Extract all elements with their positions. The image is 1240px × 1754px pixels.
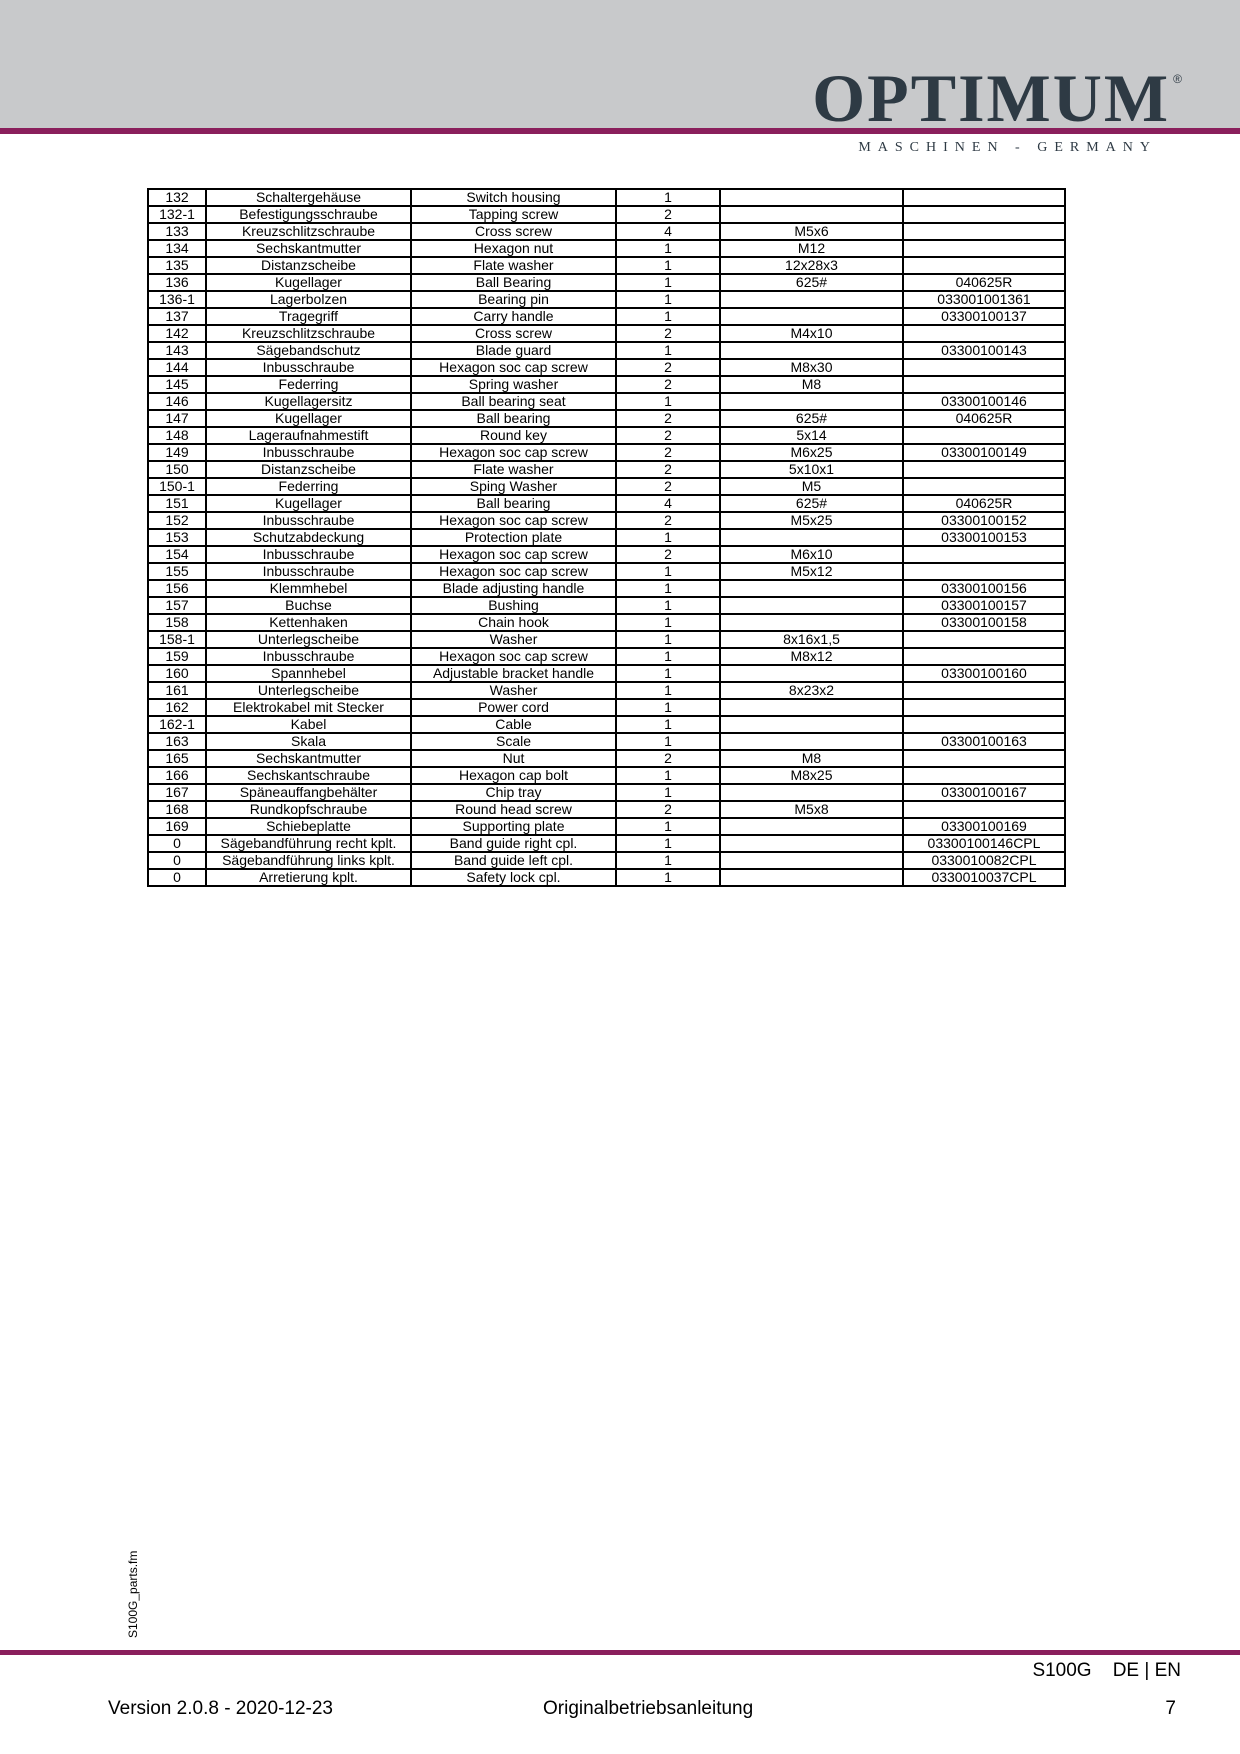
cell-part-name-de: Kreuzschlitzschraube: [206, 223, 411, 240]
cell-size: [720, 614, 903, 631]
cell-size: [720, 291, 903, 308]
table-row: [148, 665, 1065, 682]
cell-size: 625#: [720, 410, 903, 427]
cell-part-number: 155: [148, 563, 206, 580]
cell-item-number: 03300100152: [903, 512, 1065, 529]
cell-size: [720, 529, 903, 546]
cell-size: M8: [720, 376, 903, 393]
cell-size: [720, 716, 903, 733]
table-row: [148, 614, 1065, 631]
cell-item-number: 03300100160: [903, 665, 1065, 682]
cell-quantity: 1: [616, 342, 720, 359]
cell-part-number: 133: [148, 223, 206, 240]
cell-item-number: [903, 699, 1065, 716]
cell-part-name-en: Cross screw: [411, 325, 616, 342]
cell-part-name-en: Bushing: [411, 597, 616, 614]
cell-part-number: 165: [148, 750, 206, 767]
table-row: [148, 597, 1065, 614]
cell-item-number: 03300100153: [903, 529, 1065, 546]
cell-item-number: [903, 631, 1065, 648]
cell-quantity: 1: [616, 631, 720, 648]
cell-item-number: [903, 563, 1065, 580]
cell-item-number: [903, 716, 1065, 733]
cell-quantity: 2: [616, 546, 720, 563]
cell-part-name-de: Rundkopfschraube: [206, 801, 411, 818]
cell-part-number: 169: [148, 818, 206, 835]
cell-part-number: 0: [148, 869, 206, 886]
cell-part-name-de: Kreuzschlitzschraube: [206, 325, 411, 342]
cell-part-number: 167: [148, 784, 206, 801]
cell-part-name-en: Chip tray: [411, 784, 616, 801]
cell-part-number: 154: [148, 546, 206, 563]
cell-part-name-de: Kettenhaken: [206, 614, 411, 631]
cell-part-name-de: Buchse: [206, 597, 411, 614]
page-number: 7: [1165, 1698, 1176, 1719]
cell-quantity: 1: [616, 784, 720, 801]
cell-part-number: 162-1: [148, 716, 206, 733]
cell-item-number: 040625R: [903, 495, 1065, 512]
footer-document-type: Originalbetriebsanleitung: [543, 1698, 754, 1719]
cell-part-number: 163: [148, 733, 206, 750]
cell-part-name-de: Lageraufnahmestift: [206, 427, 411, 444]
cell-part-name-en: Band guide right cpl.: [411, 835, 616, 852]
cell-part-name-de: Schaltergehäuse: [206, 189, 411, 206]
cell-part-name-en: Ball bearing seat: [411, 393, 616, 410]
cell-quantity: 1: [616, 648, 720, 665]
cell-item-number: [903, 427, 1065, 444]
cell-item-number: [903, 546, 1065, 563]
cell-part-name-de: Inbusschraube: [206, 512, 411, 529]
cell-item-number: [903, 223, 1065, 240]
cell-item-number: [903, 648, 1065, 665]
cell-size: [720, 665, 903, 682]
table-row: [148, 682, 1065, 699]
cell-part-name-de: Unterlegscheibe: [206, 682, 411, 699]
cell-part-name-en: Washer: [411, 682, 616, 699]
cell-size: [720, 835, 903, 852]
table-row: [148, 223, 1065, 240]
cell-part-number: 134: [148, 240, 206, 257]
cell-size: M8x30: [720, 359, 903, 376]
cell-size: M5x6: [720, 223, 903, 240]
table-row: [148, 342, 1065, 359]
cell-part-number: 157: [148, 597, 206, 614]
cell-quantity: 2: [616, 359, 720, 376]
table-row: [148, 733, 1065, 750]
cell-part-number: 132-1: [148, 206, 206, 223]
cell-size: M6x10: [720, 546, 903, 563]
cell-part-name-en: Cross screw: [411, 223, 616, 240]
table-row: [148, 359, 1065, 376]
table-row: [148, 580, 1065, 597]
cell-quantity: 1: [616, 665, 720, 682]
cell-part-number: 151: [148, 495, 206, 512]
cell-part-name-en: Safety lock cpl.: [411, 869, 616, 886]
cell-part-name-en: Hexagon soc cap screw: [411, 512, 616, 529]
cell-part-name-de: Inbusschraube: [206, 648, 411, 665]
cell-item-number: [903, 750, 1065, 767]
cell-part-name-en: Ball Bearing: [411, 274, 616, 291]
cell-part-name-en: Cable: [411, 716, 616, 733]
cell-quantity: 2: [616, 478, 720, 495]
cell-part-name-de: Inbusschraube: [206, 563, 411, 580]
cell-item-number: [903, 206, 1065, 223]
table-row: [148, 631, 1065, 648]
cell-item-number: [903, 325, 1065, 342]
cell-quantity: 1: [616, 580, 720, 597]
cell-part-name-en: Round key: [411, 427, 616, 444]
cell-quantity: 1: [616, 529, 720, 546]
cell-item-number: 03300100143: [903, 342, 1065, 359]
table-row: [148, 461, 1065, 478]
cell-size: 8x23x2: [720, 682, 903, 699]
table-row: [148, 376, 1065, 393]
cell-part-name-de: Kugellager: [206, 495, 411, 512]
cell-quantity: 4: [616, 495, 720, 512]
cell-part-name-en: Ball bearing: [411, 410, 616, 427]
cell-size: M6x25: [720, 444, 903, 461]
cell-size: M5x25: [720, 512, 903, 529]
cell-part-name-de: Elektrokabel mit Stecker: [206, 699, 411, 716]
cell-part-number: 0: [148, 835, 206, 852]
cell-part-number: 158-1: [148, 631, 206, 648]
cell-item-number: [903, 189, 1065, 206]
table-row: [148, 699, 1065, 716]
brand-logo: OPTIMUM: [812, 60, 1170, 136]
table-row: [148, 410, 1065, 427]
cell-part-name-de: Sechskantschraube: [206, 767, 411, 784]
cell-part-name-en: Power cord: [411, 699, 616, 716]
cell-part-number: 144: [148, 359, 206, 376]
cell-part-name-de: Inbusschraube: [206, 444, 411, 461]
footer-version: Version 2.0.8 - 2020-12-23: [108, 1698, 333, 1719]
cell-part-number: 153: [148, 529, 206, 546]
cell-item-number: [903, 767, 1065, 784]
cell-size: M8: [720, 750, 903, 767]
cell-part-name-en: Adjustable bracket handle: [411, 665, 616, 682]
table-row: [148, 852, 1065, 869]
cell-size: [720, 852, 903, 869]
cell-quantity: 1: [616, 563, 720, 580]
cell-part-name-en: Hexagon soc cap screw: [411, 546, 616, 563]
cell-part-name-en: Chain hook: [411, 614, 616, 631]
cell-size: M12: [720, 240, 903, 257]
cell-part-name-de: Kugellagersitz: [206, 393, 411, 410]
cell-part-name-en: Nut: [411, 750, 616, 767]
cell-quantity: 1: [616, 614, 720, 631]
cell-item-number: 03300100149: [903, 444, 1065, 461]
cell-part-name-en: Bearing pin: [411, 291, 616, 308]
table-row: [148, 257, 1065, 274]
cell-part-number: 150: [148, 461, 206, 478]
cell-quantity: 1: [616, 852, 720, 869]
table-row: [148, 818, 1065, 835]
cell-size: [720, 699, 903, 716]
cell-part-name-de: Inbusschraube: [206, 359, 411, 376]
table-row: [148, 512, 1065, 529]
cell-size: 12x28x3: [720, 257, 903, 274]
cell-part-name-de: Sechskantmutter: [206, 750, 411, 767]
cell-size: M5x12: [720, 563, 903, 580]
cell-part-name-de: Lagerbolzen: [206, 291, 411, 308]
table-row: [148, 427, 1065, 444]
table-row: [148, 478, 1065, 495]
cell-size: [720, 189, 903, 206]
cell-part-number: 148: [148, 427, 206, 444]
cell-size: [720, 206, 903, 223]
cell-part-number: 145: [148, 376, 206, 393]
registered-mark: ®: [1173, 72, 1182, 86]
cell-part-name-en: Hexagon nut: [411, 240, 616, 257]
cell-part-number: 135: [148, 257, 206, 274]
cell-part-name-de: Kugellager: [206, 274, 411, 291]
cell-item-number: 03300100157: [903, 597, 1065, 614]
cell-part-number: 152: [148, 512, 206, 529]
cell-quantity: 1: [616, 393, 720, 410]
cell-part-name-en: Flate washer: [411, 461, 616, 478]
cell-part-name-de: Befestigungsschraube: [206, 206, 411, 223]
cell-part-name-en: Band guide left cpl.: [411, 852, 616, 869]
table-row: [148, 563, 1065, 580]
cell-part-name-en: Sping Washer: [411, 478, 616, 495]
cell-part-name-de: Arretierung kplt.: [206, 869, 411, 886]
cell-part-number: 162: [148, 699, 206, 716]
table-row: [148, 835, 1065, 852]
cell-part-name-en: Tapping screw: [411, 206, 616, 223]
cell-part-number: 132: [148, 189, 206, 206]
cell-item-number: 040625R: [903, 274, 1065, 291]
cell-size: [720, 818, 903, 835]
cell-part-number: 150-1: [148, 478, 206, 495]
cell-part-name-de: Schiebeplatte: [206, 818, 411, 835]
cell-item-number: 03300100169: [903, 818, 1065, 835]
cell-part-name-en: Hexagon soc cap screw: [411, 444, 616, 461]
table-row: [148, 274, 1065, 291]
cell-part-number: 0: [148, 852, 206, 869]
cell-part-number: 160: [148, 665, 206, 682]
cell-quantity: 2: [616, 750, 720, 767]
cell-quantity: 1: [616, 869, 720, 886]
cell-item-number: [903, 257, 1065, 274]
cell-size: [720, 580, 903, 597]
cell-part-name-de: Sägebandführung recht kplt.: [206, 835, 411, 852]
cell-part-number: 143: [148, 342, 206, 359]
cell-quantity: 1: [616, 716, 720, 733]
cell-quantity: 1: [616, 240, 720, 257]
cell-size: [720, 597, 903, 614]
cell-part-name-en: Ball bearing: [411, 495, 616, 512]
cell-item-number: 03300100167: [903, 784, 1065, 801]
cell-quantity: 1: [616, 291, 720, 308]
table-row: [148, 767, 1065, 784]
cell-part-name-de: Federring: [206, 478, 411, 495]
cell-part-name-en: Carry handle: [411, 308, 616, 325]
cell-size: [720, 393, 903, 410]
cell-size: 625#: [720, 495, 903, 512]
cell-quantity: 2: [616, 461, 720, 478]
cell-quantity: 1: [616, 189, 720, 206]
cell-quantity: 1: [616, 733, 720, 750]
parts-table: [147, 188, 1066, 887]
brand-subtitle: MASCHINEN - GERMANY: [858, 140, 1157, 155]
cell-part-name-de: Skala: [206, 733, 411, 750]
cell-quantity: 1: [616, 835, 720, 852]
cell-part-name-de: Distanzscheibe: [206, 461, 411, 478]
cell-part-number: 137: [148, 308, 206, 325]
cell-size: [720, 342, 903, 359]
cell-item-number: 0330010082CPL: [903, 852, 1065, 869]
cell-part-name-de: Unterlegscheibe: [206, 631, 411, 648]
cell-part-name-en: Flate washer: [411, 257, 616, 274]
cell-part-name-de: Sechskantmutter: [206, 240, 411, 257]
cell-size: 625#: [720, 274, 903, 291]
cell-item-number: 03300100158: [903, 614, 1065, 631]
cell-item-number: 03300100156: [903, 580, 1065, 597]
cell-size: M8x12: [720, 648, 903, 665]
cell-part-name-de: Späneauffangbehälter: [206, 784, 411, 801]
cell-item-number: 03300100137: [903, 308, 1065, 325]
cell-part-name-en: Scale: [411, 733, 616, 750]
cell-size: M8x25: [720, 767, 903, 784]
cell-quantity: 1: [616, 767, 720, 784]
cell-quantity: 1: [616, 274, 720, 291]
cell-size: [720, 869, 903, 886]
cell-part-number: 159: [148, 648, 206, 665]
cell-part-number: 142: [148, 325, 206, 342]
cell-part-name-en: Spring washer: [411, 376, 616, 393]
cell-size: M5x8: [720, 801, 903, 818]
cell-size: M4x10: [720, 325, 903, 342]
table-row: [148, 529, 1065, 546]
cell-item-number: [903, 376, 1065, 393]
cell-part-name-en: Washer: [411, 631, 616, 648]
cell-part-number: 136-1: [148, 291, 206, 308]
cell-size: [720, 308, 903, 325]
cell-part-name-de: Kabel: [206, 716, 411, 733]
cell-part-name-en: Hexagon soc cap screw: [411, 563, 616, 580]
cell-quantity: 2: [616, 444, 720, 461]
cell-item-number: 033001001361: [903, 291, 1065, 308]
cell-part-name-de: Inbusschraube: [206, 546, 411, 563]
cell-part-name-en: Blade guard: [411, 342, 616, 359]
parts-table-body: [148, 189, 1065, 886]
cell-part-number: 149: [148, 444, 206, 461]
table-row: [148, 784, 1065, 801]
table-row: [148, 206, 1065, 223]
cell-part-name-de: Sägebandschutz: [206, 342, 411, 359]
cell-part-name-en: Switch housing: [411, 189, 616, 206]
table-row: [148, 393, 1065, 410]
cell-quantity: 1: [616, 682, 720, 699]
cell-quantity: 1: [616, 818, 720, 835]
cell-quantity: 2: [616, 325, 720, 342]
cell-item-number: [903, 682, 1065, 699]
cell-part-name-de: Schutzabdeckung: [206, 529, 411, 546]
cell-item-number: 03300100146CPL: [903, 835, 1065, 852]
cell-item-number: [903, 461, 1065, 478]
cell-part-number: 156: [148, 580, 206, 597]
table-row: [148, 308, 1065, 325]
cell-part-number: 166: [148, 767, 206, 784]
cell-quantity: 2: [616, 512, 720, 529]
cell-part-name-en: Supporting plate: [411, 818, 616, 835]
cell-part-name-de: Distanzscheibe: [206, 257, 411, 274]
cell-quantity: 1: [616, 699, 720, 716]
cell-quantity: 1: [616, 597, 720, 614]
cell-part-name-de: Kugellager: [206, 410, 411, 427]
cell-size: 8x16x1,5: [720, 631, 903, 648]
table-row: [148, 750, 1065, 767]
cell-part-number: 136: [148, 274, 206, 291]
cell-quantity: 2: [616, 427, 720, 444]
cell-item-number: [903, 801, 1065, 818]
cell-quantity: 2: [616, 801, 720, 818]
cell-part-name-de: Federring: [206, 376, 411, 393]
cell-part-name-en: Protection plate: [411, 529, 616, 546]
cell-part-number: 158: [148, 614, 206, 631]
cell-quantity: 2: [616, 376, 720, 393]
cell-item-number: [903, 478, 1065, 495]
cell-part-number: 161: [148, 682, 206, 699]
cell-quantity: 2: [616, 410, 720, 427]
footer-rule: [0, 1650, 1240, 1655]
cell-part-name-de: Spannhebel: [206, 665, 411, 682]
cell-quantity: 1: [616, 257, 720, 274]
cell-part-name-de: Sägebandführung links kplt.: [206, 852, 411, 869]
cell-size: [720, 733, 903, 750]
cell-quantity: 1: [616, 308, 720, 325]
cell-size: 5x10x1: [720, 461, 903, 478]
cell-item-number: [903, 240, 1065, 257]
table-row: [148, 648, 1065, 665]
cell-part-name-en: Round head screw: [411, 801, 616, 818]
cell-part-name-en: Hexagon cap bolt: [411, 767, 616, 784]
table-row: [148, 801, 1065, 818]
cell-quantity: 4: [616, 223, 720, 240]
table-row: [148, 444, 1065, 461]
cell-part-name-en: Hexagon soc cap screw: [411, 648, 616, 665]
cell-part-name-en: Hexagon soc cap screw: [411, 359, 616, 376]
cell-item-number: 0330010037CPL: [903, 869, 1065, 886]
cell-part-name-de: Tragegriff: [206, 308, 411, 325]
table-row: [148, 240, 1065, 257]
cell-item-number: 03300100146: [903, 393, 1065, 410]
table-row: [148, 325, 1065, 342]
cell-item-number: 040625R: [903, 410, 1065, 427]
table-row: [148, 495, 1065, 512]
cell-part-number: 168: [148, 801, 206, 818]
cell-size: 5x14: [720, 427, 903, 444]
table-row: [148, 716, 1065, 733]
cell-part-number: 146: [148, 393, 206, 410]
source-file-label: S100G_parts.fm: [126, 1550, 140, 1638]
table-row: [148, 869, 1065, 886]
table-row: [148, 189, 1065, 206]
cell-part-number: 147: [148, 410, 206, 427]
cell-item-number: 03300100163: [903, 733, 1065, 750]
table-row: [148, 546, 1065, 563]
cell-part-name-de: Klemmhebel: [206, 580, 411, 597]
footer-model-language: S100G DE | EN: [1032, 1660, 1181, 1681]
cell-item-number: [903, 359, 1065, 376]
cell-size: M5: [720, 478, 903, 495]
table-row: [148, 291, 1065, 308]
cell-quantity: 2: [616, 206, 720, 223]
cell-part-name-en: Blade adjusting handle: [411, 580, 616, 597]
cell-size: [720, 784, 903, 801]
